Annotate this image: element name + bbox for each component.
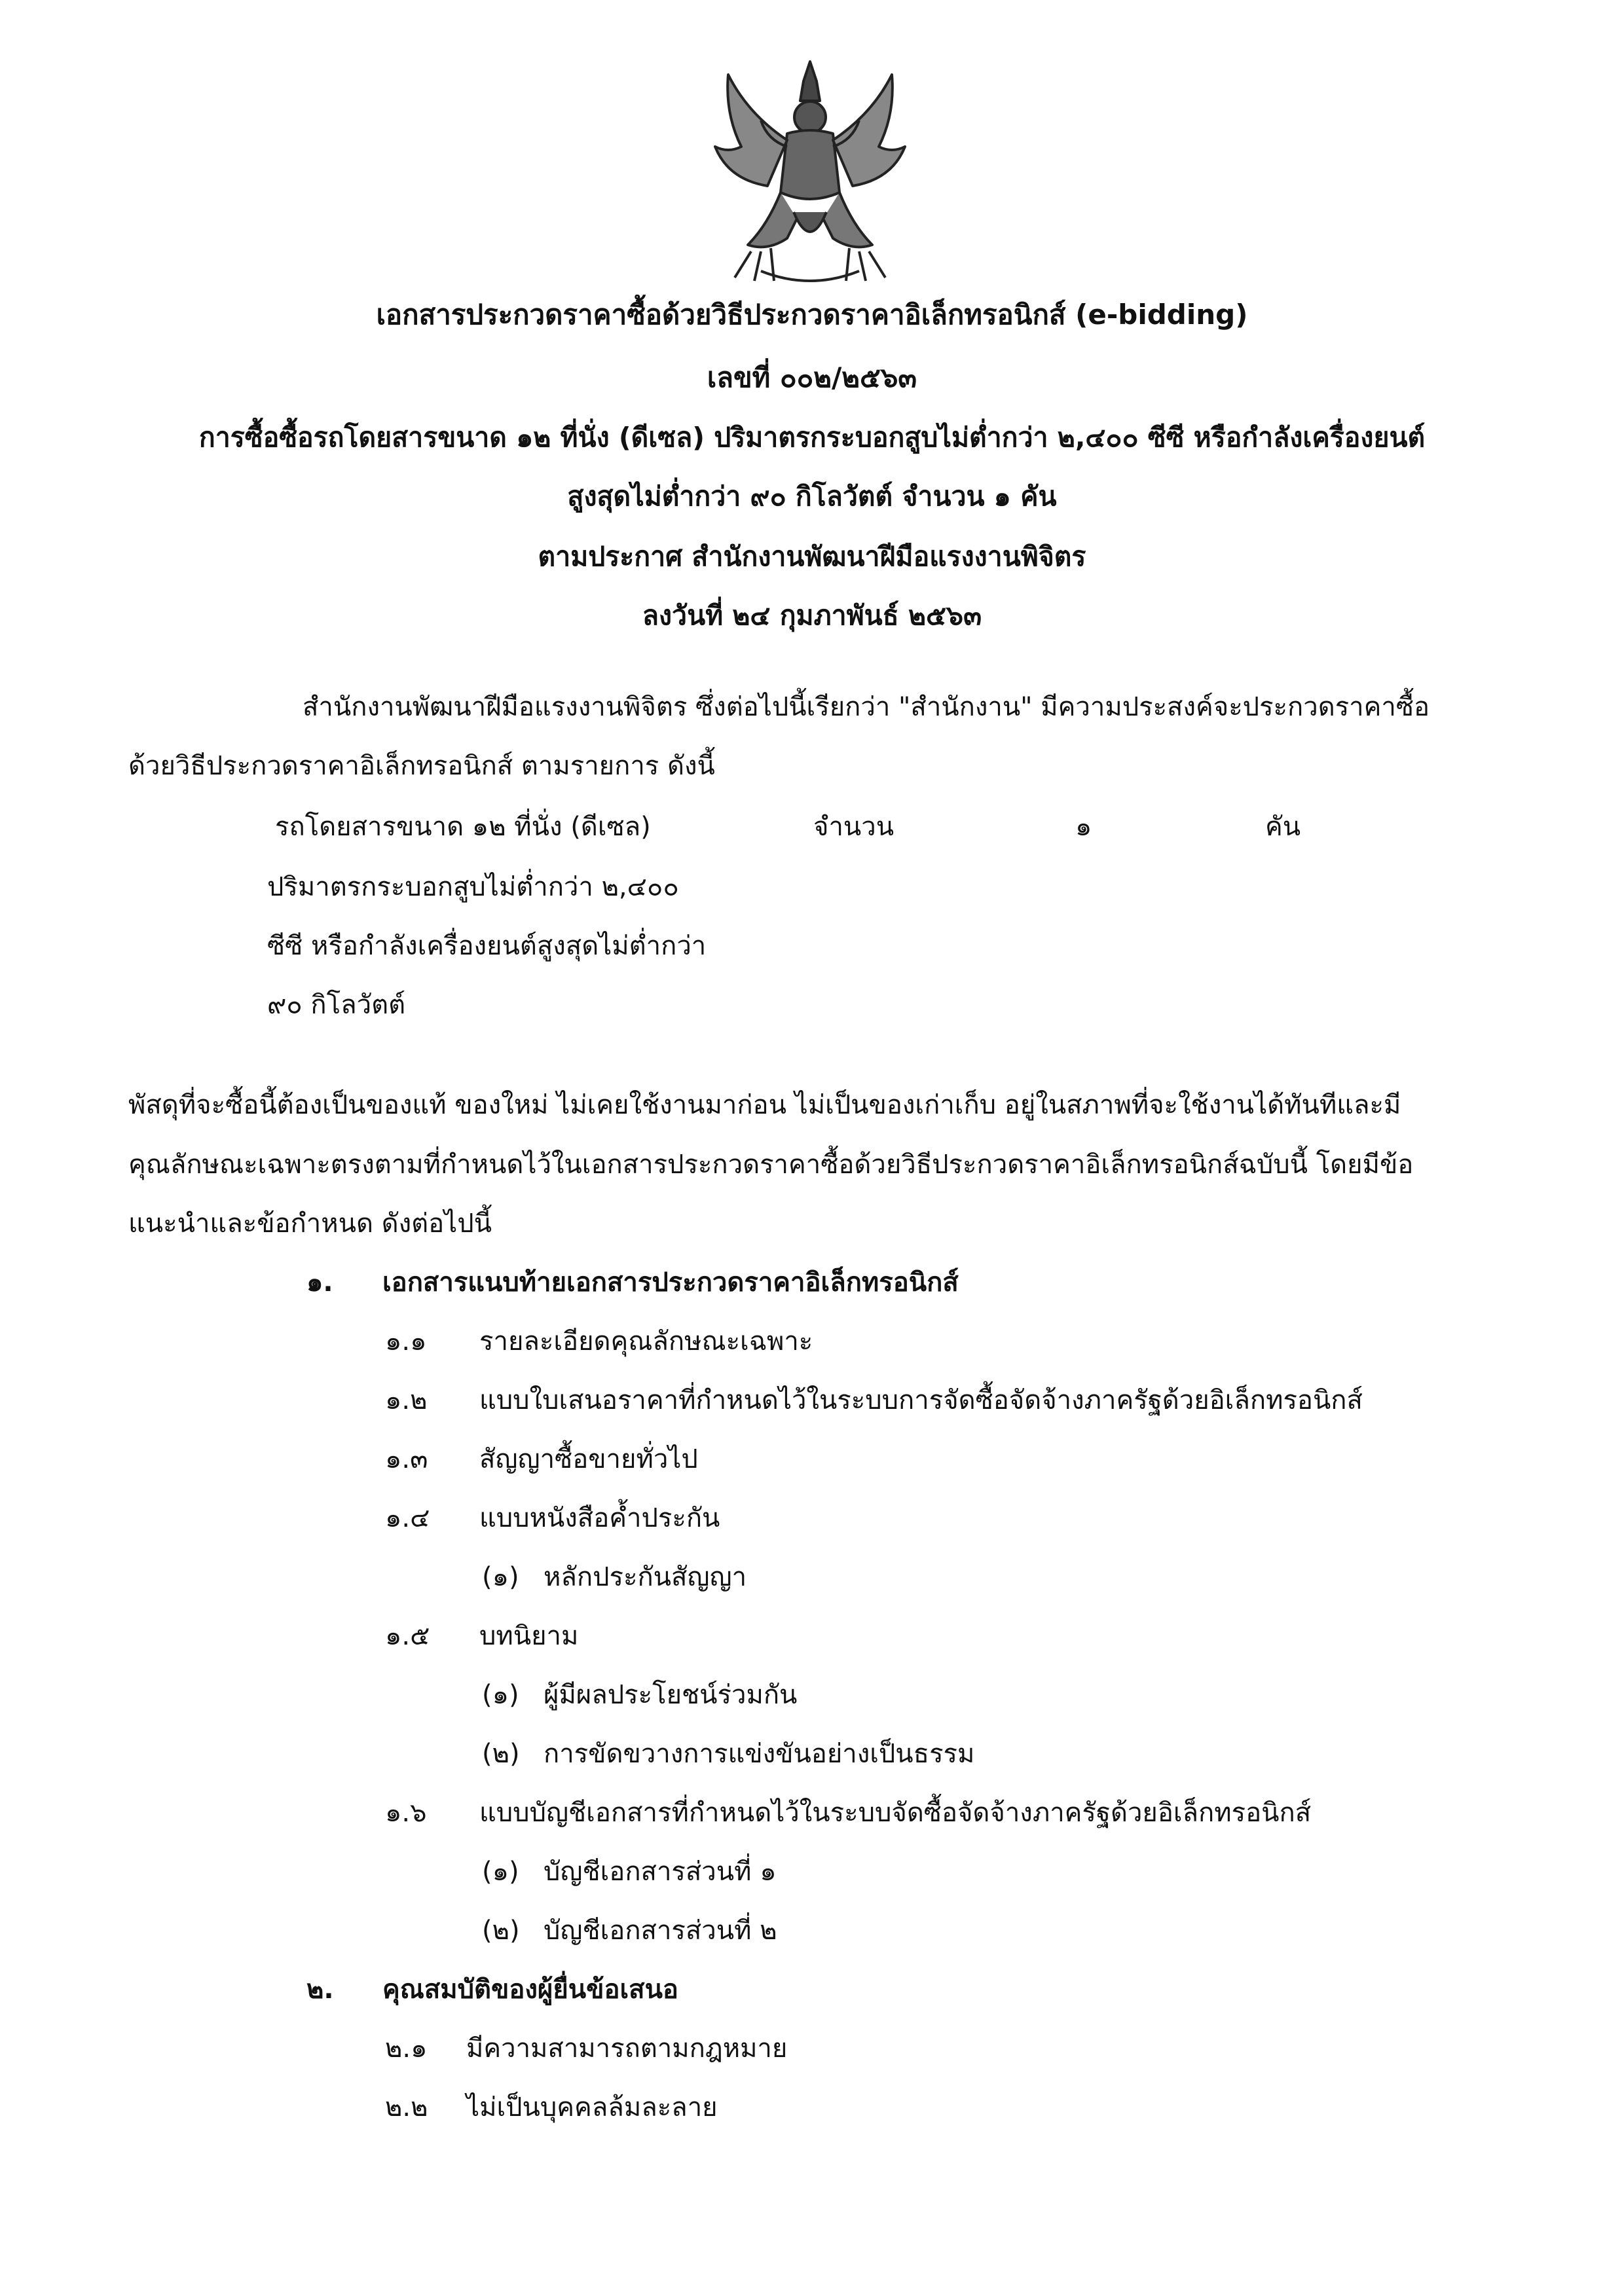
section-1-4-1-text: หลักประกันสัญญา	[544, 1562, 747, 1592]
section-1-6-1-number: (๑)	[482, 1857, 519, 1887]
section-1-5-2-text: การขัดขวางการแข่งขันอย่างเป็นธรรม	[544, 1739, 975, 1769]
announcement-date: ลงวันที่ ๒๔ กุมภาพันธ์ ๒๕๖๓	[642, 600, 982, 631]
garuda-emblem-icon	[689, 55, 931, 297]
paragraph-line2: คุณลักษณะเฉพาะตรงตามที่กำหนดไว้ในเอกสารประกวดราคาซื้อด้วยวิธีประกวดราคาอิเล็กทรอนิกส์ฉบับนี้ โดยมีข้อ	[128, 1150, 1414, 1180]
item-line1: รถโดยสารขนาด ๑๒ ที่นั่ง (ดีเซล)	[275, 812, 651, 842]
section-1-4-number: ๑.๔	[385, 1503, 430, 1533]
intro-line2: ด้วยวิธีประกวดราคาอิเล็กทรอนิกส์ ตามรายการ ดังนี้	[128, 751, 715, 781]
item-qty: ๑	[1075, 812, 1092, 842]
item-unit: คัน	[1265, 812, 1301, 842]
section-1-4-text: แบบหนังสือค้ำประกัน	[479, 1503, 720, 1533]
section-1-5-text: บทนิยาม	[479, 1621, 579, 1651]
section-1-title: เอกสารแนบท้ายเอกสารประกวดราคาอิเล็กทรอนิกส์	[382, 1267, 959, 1298]
section-1-5-1-text: ผู้มีผลประโยชน์ร่วมกัน	[544, 1680, 798, 1710]
section-2-number: ๒.	[306, 1975, 334, 2005]
section-1-2-text: แบบใบเสนอราคาที่กำหนดไว้ในระบบการจัดซื้อจัดจ้างภาครัฐด้วยอิเล็กทรอนิกส์	[479, 1385, 1363, 1415]
section-1-1-number: ๑.๑	[385, 1326, 427, 1357]
item-line4: ๙๐ กิโลวัตต์	[267, 990, 406, 1020]
procurement-subject-line1: การซื้อซื้อรถโดยสารขนาด ๑๒ ที่นั่ง (ดีเซล) ปริมาตรกระบอกสูบไม่ต่ำกว่า ๒,๔๐๐ ซีซี หรือกำลังเครื่องยนต์	[198, 422, 1426, 453]
section-1-6-2-text: บัญชีเอกสารส่วนที่ ๒	[544, 1916, 777, 1946]
section-1-5-1-number: (๑)	[482, 1680, 519, 1710]
item-line3: ซีซี หรือกำลังเครื่องยนต์สูงสุดไม่ต่ำกว่า	[267, 931, 707, 961]
section-1-4-1-number: (๑)	[482, 1562, 519, 1592]
section-1-1-text: รายละเอียดคุณลักษณะเฉพาะ	[479, 1326, 813, 1357]
procurement-subject-line2: สูงสุดไม่ต่ำกว่า ๙๐ กิโลวัตต์ จำนวน ๑ คัน	[567, 481, 1057, 512]
section-1-2-number: ๑.๒	[385, 1385, 428, 1415]
section-1-5-2-number: (๒)	[482, 1739, 520, 1769]
section-1-6-1-text: บัญชีเอกสารส่วนที่ ๑	[544, 1857, 777, 1887]
section-1-3-text: สัญญาซื้อขายทั่วไป	[479, 1444, 698, 1474]
section-1-5-number: ๑.๕	[385, 1621, 430, 1651]
item-line2: ปริมาตรกระบอกสูบไม่ต่ำกว่า ๒,๔๐๐	[267, 872, 679, 902]
section-2-title: คุณสมบัติของผู้ยื่นข้อเสนอ	[382, 1975, 678, 2005]
intro-line1: สำนักงานพัฒนาฝีมือแรงงานพิจิตร ซึ่งต่อไปนี้เรียกว่า "สำนักงาน" มีความประสงค์จะประกวดราคาซื้อ	[303, 692, 1430, 722]
section-1-6-text: แบบบัญชีเอกสารที่กำหนดไว้ในระบบจัดซื้อจัดจ้างภาครัฐด้วยอิเล็กทรอนิกส์	[479, 1798, 1312, 1828]
section-2-2-text: ไม่เป็นบุคคลล้มละลาย	[466, 2092, 718, 2123]
section-1-3-number: ๑.๓	[385, 1444, 428, 1474]
section-1-number: ๑.	[306, 1267, 333, 1298]
paragraph-line3: แนะนำและข้อกำหนด ดังต่อไปนี้	[128, 1209, 492, 1239]
section-2-1-text: มีความสามารถตามกฎหมาย	[466, 2033, 788, 2064]
section-2-2-number: ๒.๒	[385, 2092, 428, 2123]
section-2-1-number: ๒.๑	[385, 2033, 428, 2064]
item-qty-label: จำนวน	[813, 812, 895, 842]
section-1-6-2-number: (๒)	[482, 1916, 520, 1946]
section-1-6-number: ๑.๖	[385, 1798, 427, 1828]
announcement-line: ตามประกาศ สำนักงานพัฒนาฝีมือแรงงานพิจิตร	[538, 541, 1086, 572]
paragraph-line1: พัสดุที่จะซื้อนี้ต้องเป็นของแท้ ของใหม่ ไม่เคยใช้งานมาก่อน ไม่เป็นของเก่าเก็บ อยู่ในสภาพที่จะใช้งานได้ทันทีและมี	[128, 1090, 1401, 1120]
document-title: เอกสารประกวดราคาซื้อด้วยวิธีประกวดราคาอิเล็กทรอนิกส์ (e-bidding)	[376, 299, 1248, 331]
document-number: เลขที่ ๐๐๒/๒๕๖๓	[707, 361, 917, 393]
